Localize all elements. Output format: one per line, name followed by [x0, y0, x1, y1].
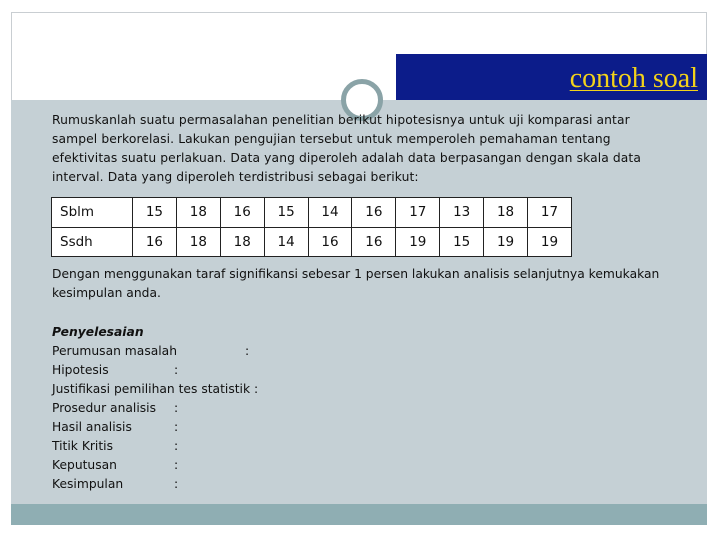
table-cell: 16 — [220, 198, 264, 228]
instruction-text: Dengan menggunakan taraf signifikansi sebesar 1 persen lakukan analisis selanjutnya kemukakan kesimpulan anda. — [52, 267, 660, 300]
table-cell: 15 — [440, 227, 484, 257]
step-label: Justifikasi pemilihan tes statistik : — [52, 382, 259, 396]
table-cell: 16 — [308, 227, 352, 257]
table-cell: 19 — [396, 227, 440, 257]
step-item — [52, 399, 352, 418]
table-cell: 19 — [528, 227, 572, 257]
table-cell: 15 — [133, 198, 177, 228]
step-item — [52, 342, 352, 361]
table-row — [52, 227, 572, 257]
step-colon: : — [174, 458, 179, 472]
step-label: Kesimpulan — [52, 477, 124, 491]
step-label: Perumusan masalah — [52, 344, 178, 358]
table-row — [52, 198, 572, 228]
step-item — [52, 437, 352, 456]
step-colon: : — [174, 363, 179, 377]
step-item — [52, 380, 352, 399]
step-label: Keputusan — [52, 458, 117, 472]
step-label: Hasil analisis — [52, 420, 132, 434]
step-label: Titik Kritis — [52, 439, 113, 453]
step-label: Prosedur analisis — [52, 401, 156, 415]
row-label: Sblm — [52, 198, 133, 228]
step-item — [52, 456, 352, 475]
table-cell: 16 — [133, 227, 177, 257]
table-cell: 16 — [352, 198, 396, 228]
table-cell: 19 — [484, 227, 528, 257]
table-cell: 14 — [308, 198, 352, 228]
footer-band — [11, 504, 707, 525]
solution-steps — [52, 323, 352, 494]
table-cell: 17 — [396, 198, 440, 228]
table-cell: 17 — [528, 198, 572, 228]
step-colon: : — [174, 477, 179, 491]
solution-heading: Penyelesaian — [52, 325, 144, 339]
step-item — [52, 361, 352, 380]
title-band — [396, 54, 707, 100]
table-cell: 15 — [264, 198, 308, 228]
row-label: Ssdh — [52, 227, 133, 257]
problem-text: Rumuskanlah suatu permasalahan penelitian berikut hipotesisnya untuk uji komparasi antar sampel berkorelasi. Lakukan pengujian tersebut untuk memperoleh pemahaman tentang efektivitas suatu perlakuan. Data yang diperoleh adalah data berpasangan dengan skala data interval. Data yang diperoleh terdistribusi sebagai berikut: — [52, 113, 641, 184]
table-cell: 18 — [484, 198, 528, 228]
table-cell: 18 — [176, 198, 220, 228]
slide-title: contoh soal — [569, 63, 698, 94]
step-colon: : — [245, 344, 250, 358]
step-item — [52, 475, 352, 494]
step-label: Hipotesis — [52, 363, 109, 377]
data-table — [51, 197, 572, 257]
table-cell: 18 — [220, 227, 264, 257]
step-colon: : — [174, 439, 179, 453]
table-cell: 13 — [440, 198, 484, 228]
step-colon: : — [174, 401, 179, 415]
step-colon: : — [174, 420, 179, 434]
table-cell: 16 — [352, 227, 396, 257]
table-cell: 14 — [264, 227, 308, 257]
step-item — [52, 418, 352, 437]
table-cell: 18 — [176, 227, 220, 257]
